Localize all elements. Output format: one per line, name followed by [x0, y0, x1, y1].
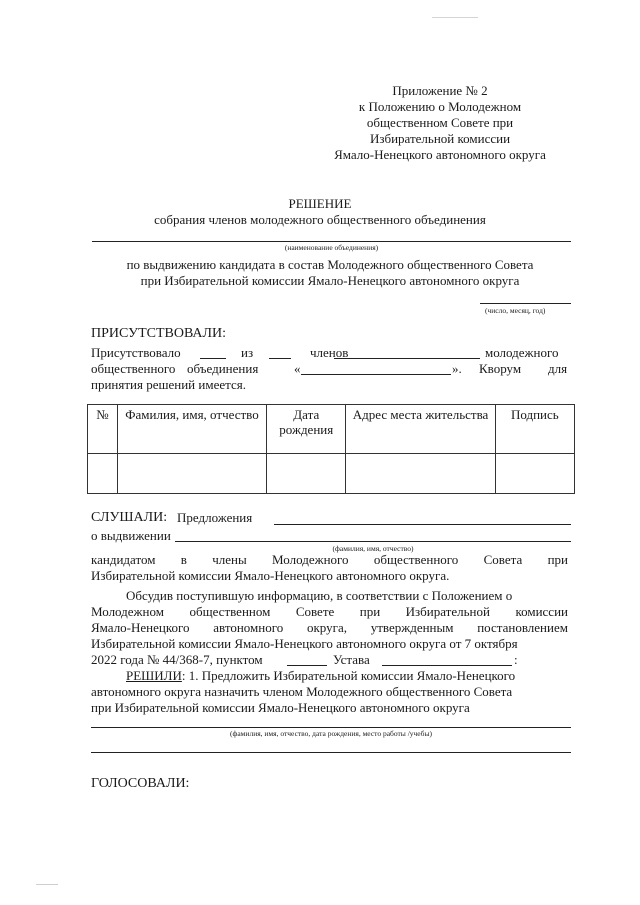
- table-header-birthdate: Дата рождения: [267, 405, 346, 454]
- document-subtitle: собрания членов молодежного общественного объединения: [154, 212, 486, 227]
- present-word-for: для: [548, 361, 568, 376]
- present-row-2: [91, 361, 571, 377]
- table-cell: [346, 454, 495, 494]
- heard-nomination-line: [175, 541, 571, 542]
- discussion-word: Совете: [295, 604, 335, 619]
- table-row: [88, 454, 575, 494]
- heard-nomination: о выдвижении: [91, 528, 171, 543]
- appendix-line-2: к Положению о Молодежном: [358, 99, 522, 114]
- present-label: ПРИСУТСТВОВАЛИ:: [91, 326, 227, 341]
- present-row-3: принятия решений имеется.: [91, 377, 246, 392]
- decision-candidate-line: [91, 727, 571, 728]
- heard-word: члены: [212, 552, 247, 567]
- table-cell: [267, 454, 346, 494]
- appendix-line-5: Ямало-Ненецкого автономного округа: [334, 147, 546, 162]
- heard-caption: (фамилия, имя, отчество): [332, 544, 414, 553]
- present-word-association: объединения: [187, 361, 259, 376]
- decision-label: РЕШИЛИ: [126, 668, 182, 683]
- members-table: [87, 404, 575, 494]
- decision-text-1: : 1. Предложить Избирательной комиссии Ямало-Ненецкого: [181, 668, 516, 683]
- heard-word: в: [180, 552, 187, 567]
- present-quote-open: «: [294, 361, 301, 376]
- appendix-line-4: Избирательной комиссии: [369, 131, 511, 146]
- heard-word: Совета: [483, 552, 523, 567]
- document-title: РЕШЕНИЕ: [288, 196, 352, 211]
- scan-artifact-bottom: [36, 884, 58, 885]
- discussion-line-3: [91, 620, 568, 636]
- discussion-word: автономного: [213, 620, 284, 635]
- table-cell: [495, 454, 574, 494]
- appendix-block: [318, 83, 562, 163]
- discussion-word: Ямало-Ненецкого: [91, 620, 190, 635]
- table-header-signature: Подпись: [495, 405, 574, 454]
- decision-extra-line: [91, 752, 571, 753]
- appendix-line-1: Приложение № 2: [392, 83, 488, 98]
- date-caption: (число, месяц, год): [485, 306, 546, 315]
- present-assoc-name-line: [301, 374, 451, 375]
- discussion-word: Молодежном: [91, 604, 164, 619]
- heard-line-2: [91, 528, 571, 544]
- present-word-present: Присутствовало: [91, 345, 181, 360]
- discussion-word: утвержденным: [370, 620, 454, 635]
- decision-line-3: при Избирательной комиссии Ямало-Ненецкого автономного округа: [91, 700, 470, 715]
- discussion-line-2: [91, 604, 568, 620]
- heard-word: при: [547, 552, 568, 567]
- discussion-word: Избирательной: [405, 604, 490, 619]
- present-word-quorum: Кворум: [479, 361, 522, 376]
- present-word-members: членов: [310, 345, 349, 360]
- scan-artifact-top: [432, 17, 478, 18]
- discussion-line-5: [91, 652, 571, 668]
- decision-line-1: [126, 668, 515, 684]
- table-header-number: №: [88, 405, 118, 454]
- present-row-1: [91, 345, 571, 361]
- heard-paragraph-line-1: [91, 552, 568, 568]
- discussion-charter-line: [382, 665, 512, 666]
- present-org-line: [334, 358, 480, 359]
- discussion-charter: Устава: [333, 652, 370, 667]
- decision-line-2: автономного округа назначить членом Молодежного общественного Совета: [91, 684, 513, 699]
- appendix-line-3: общественном Совете при: [366, 115, 514, 130]
- table-header-row: [88, 405, 575, 454]
- heard-proposal: Предложения: [177, 510, 253, 525]
- present-word-public: общественного: [91, 361, 176, 376]
- discussion-line-1: Обсудив поступившую информацию, в соответствии с Положением о: [126, 588, 513, 603]
- discussion-clause-line: [287, 665, 327, 666]
- heard-line-1: [91, 510, 571, 526]
- voted-label: ГОЛОСОВАЛИ:: [91, 776, 190, 791]
- present-total-line: [269, 358, 291, 359]
- table-header-name: Фамилия, имя, отчество: [117, 405, 266, 454]
- discussion-word: при: [359, 604, 381, 619]
- decision-caption: (фамилия, имя, отчество, дата рождения, место работы /учебы): [230, 729, 432, 738]
- table-header-address: Адрес места жительства: [346, 405, 495, 454]
- heading-line-2: по выдвижению кандидата в состав Молодежного общественного Совета: [126, 257, 534, 272]
- discussion-word: округа,: [306, 620, 347, 635]
- heard-proposal-line: [274, 524, 571, 525]
- heading-line-3: при Избирательной комиссии Ямало-Ненецкого автономного округа: [140, 273, 520, 288]
- present-quote-close: ».: [452, 361, 462, 376]
- heard-word: Молодежного: [272, 552, 349, 567]
- discussion-colon: :: [514, 652, 518, 667]
- discussion-word: постановлением: [477, 620, 568, 635]
- present-word-youth: молодежного: [485, 345, 559, 360]
- date-line: [480, 303, 571, 304]
- org-name-line: [92, 241, 571, 242]
- org-name-caption: (наименование объединения): [284, 243, 379, 252]
- heard-label: СЛУШАЛИ:: [91, 510, 168, 525]
- discussion-line-4: Избирательной комиссии Ямало-Ненецкого автономного округа от 7 октября: [91, 636, 518, 651]
- discussion-decree: 2022 года № 44/368-7, пунктом: [91, 652, 263, 667]
- heard-word: кандидатом: [91, 552, 156, 567]
- heard-paragraph-line-2: Избирательной комиссии Ямало-Ненецкого автономного округа.: [91, 568, 450, 583]
- table-cell: [117, 454, 266, 494]
- present-count-line: [200, 358, 226, 359]
- table-cell: [88, 454, 118, 494]
- present-word-of: из: [241, 345, 254, 360]
- heard-word: общественного: [373, 552, 459, 567]
- discussion-word: общественном: [189, 604, 271, 619]
- discussion-word: комиссии: [515, 604, 568, 619]
